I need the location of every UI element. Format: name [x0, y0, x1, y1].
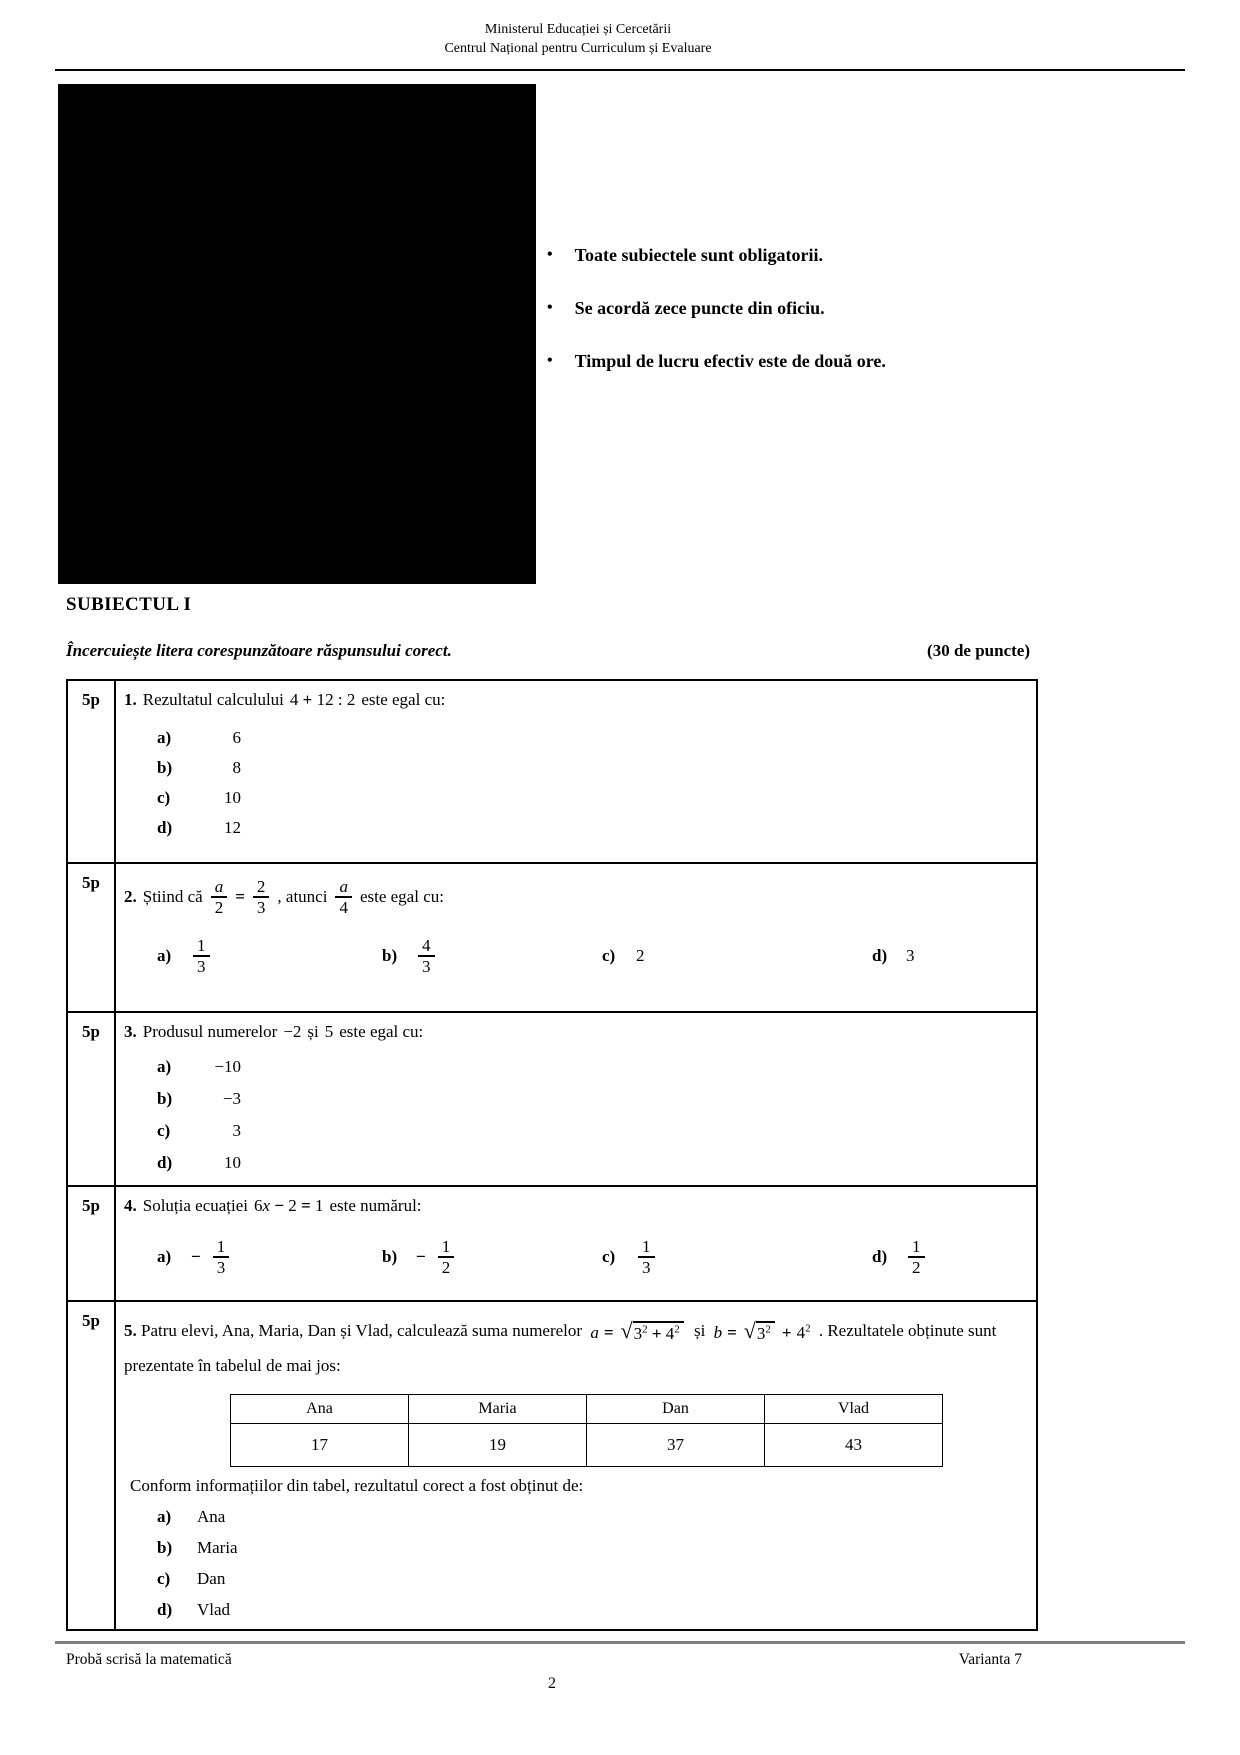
- option-value: Dan: [197, 1568, 226, 1588]
- options-row-q4: [124, 1231, 1026, 1289]
- notice-text: Toate subiectele sunt obligatorii.: [574, 245, 823, 265]
- option-c: [157, 1115, 1026, 1147]
- math-operator: +: [302, 690, 313, 709]
- math-number: 6: [254, 1196, 263, 1215]
- question-number: 5.: [124, 1321, 137, 1340]
- math-operator: +: [781, 1322, 792, 1342]
- question-row-5: [68, 1302, 1036, 1629]
- result-header-cell: Maria: [409, 1394, 587, 1423]
- section-title: SUBIECTUL I: [66, 594, 192, 615]
- question-row-1: [68, 681, 1036, 864]
- option-value: Maria: [197, 1537, 238, 1557]
- results-table: [230, 1394, 943, 1467]
- fraction-denominator: 3: [256, 898, 266, 917]
- math-number: 1: [314, 1196, 324, 1215]
- page-number: 2: [548, 1675, 556, 1692]
- option-value: 12: [224, 818, 241, 837]
- question-statement-q4: [124, 1195, 1026, 1217]
- fraction-numerator: 1: [438, 1238, 455, 1258]
- points-cell-q3: 5p: [68, 1013, 116, 1185]
- option-label: c): [602, 946, 616, 965]
- question-cell-q3: [116, 1013, 1036, 1185]
- fraction: [333, 878, 354, 916]
- option-a: [157, 1231, 231, 1283]
- statement-text: Soluția ecuației: [142, 1196, 249, 1215]
- math-variable: b: [713, 1322, 723, 1342]
- question-number: 4.: [124, 1196, 137, 1215]
- option-value: 10: [224, 788, 241, 807]
- math-exponent: 2: [642, 1323, 648, 1336]
- notice-text: Timpul de lucru efectiv este de două ore.: [574, 351, 886, 371]
- statement-text: este egal cu:: [339, 1022, 424, 1041]
- math-operator: =: [235, 887, 245, 906]
- math-operator: +: [651, 1324, 662, 1344]
- option-b: [382, 930, 437, 982]
- math-variable: x: [262, 1196, 271, 1215]
- question-statement-q2: [124, 878, 1026, 916]
- question-statement-q1: [124, 689, 1026, 711]
- option-label: b): [157, 1537, 173, 1557]
- statement-text: este numărul:: [329, 1196, 422, 1215]
- math-operator: =: [301, 1196, 311, 1215]
- square-root: [620, 1318, 684, 1344]
- option-d: [872, 930, 915, 982]
- option-label: d): [157, 818, 173, 837]
- option-label: a): [157, 728, 172, 747]
- question-statement-q5: [124, 1314, 1026, 1382]
- bullet-icon: •: [547, 299, 553, 316]
- fraction-denominator: 3: [197, 957, 206, 976]
- option-c: [157, 783, 1026, 813]
- minus-sign: −: [191, 1247, 201, 1266]
- option-label: a): [157, 1247, 172, 1266]
- statement-text: este egal cu:: [359, 887, 444, 906]
- fraction-numerator: 4: [418, 937, 435, 957]
- fraction-denominator: 4: [339, 898, 348, 917]
- fraction-numerator: 1: [213, 1238, 230, 1258]
- math-exponent: 2: [674, 1323, 680, 1336]
- footer-left: Probă scrisă la matematică: [66, 1651, 232, 1668]
- math-operator: =: [603, 1322, 614, 1342]
- statement-text: Patru elevi, Ana, Maria, Dan și Vlad, calculează suma numerelor: [141, 1321, 583, 1340]
- option-b: [157, 1532, 1026, 1563]
- option-d: [157, 813, 1026, 843]
- options-list-q1: [157, 723, 1026, 843]
- fraction: [416, 937, 437, 975]
- math-variable: a: [590, 1322, 599, 1342]
- statement-text: este egal cu:: [361, 690, 446, 709]
- option-d: [157, 1594, 1026, 1625]
- statement-text: . Rezultatele obținute sunt prezentate în tabelul de mai jos:: [124, 1321, 997, 1375]
- fraction: [436, 1238, 457, 1276]
- statement-text: și: [307, 1022, 319, 1041]
- statement-text: , atunci: [277, 887, 328, 906]
- option-label: b): [157, 758, 173, 777]
- fraction-denominator: 3: [216, 1258, 226, 1277]
- fraction: [209, 878, 230, 916]
- notice-item: [547, 244, 1127, 266]
- option-label: d): [872, 1247, 888, 1266]
- redacted-image: [58, 84, 536, 584]
- option-label: d): [157, 1153, 173, 1172]
- result-value-cell: 43: [765, 1423, 943, 1466]
- math-number: 3: [756, 1324, 766, 1344]
- option-label: a): [157, 946, 172, 965]
- result-header-cell: Ana: [231, 1394, 409, 1423]
- exam-notices: [547, 244, 1127, 403]
- statement-text: Produsul numerelor: [142, 1022, 278, 1041]
- math-number: −2: [283, 1022, 302, 1041]
- option-value: 10: [224, 1153, 241, 1172]
- options-list-q3: [157, 1051, 1026, 1179]
- math-number: 4: [289, 690, 299, 709]
- fraction: [211, 1238, 232, 1276]
- option-value: 3: [232, 1121, 241, 1140]
- math-number: 2: [346, 690, 356, 709]
- options-list-q5: [157, 1501, 1026, 1625]
- math-number: 5: [324, 1022, 334, 1041]
- question-row-4: [68, 1187, 1036, 1302]
- option-c: [602, 930, 645, 982]
- option-a: [157, 930, 212, 982]
- header-line-2: Centrul Național pentru Curriculum și Evaluare: [444, 41, 712, 56]
- bullet-icon: •: [547, 246, 553, 263]
- fraction-numerator: a: [211, 878, 228, 898]
- radical-icon: √: [743, 1318, 756, 1344]
- math-term: [797, 1316, 811, 1349]
- question-number: 2.: [124, 887, 137, 906]
- header-line-1: Ministerul Educației și Cercetării: [484, 22, 672, 37]
- option-value: 6: [232, 728, 241, 747]
- option-label: c): [157, 1568, 171, 1588]
- footer-rule: [55, 1641, 1185, 1644]
- statement-text: Rezultatul calculului: [142, 690, 284, 709]
- statement-text: Știind că: [142, 887, 203, 906]
- section-points: (30 de puncte): [927, 641, 1030, 660]
- option-c: [602, 1231, 657, 1283]
- math-expression: [290, 689, 355, 711]
- fraction-denominator: 3: [422, 957, 431, 976]
- questions-table: [66, 679, 1038, 1631]
- footer-row: [66, 1651, 1022, 1669]
- option-a: [157, 723, 1026, 753]
- math-number: 12: [316, 690, 334, 709]
- fraction-denominator: 2: [912, 1258, 921, 1277]
- option-label: a): [157, 1057, 172, 1076]
- statement-text: și: [694, 1321, 706, 1340]
- option-value: Ana: [197, 1506, 226, 1526]
- fraction-numerator: 2: [253, 878, 270, 898]
- instruction-row: [66, 641, 1030, 661]
- option-value: 3: [906, 946, 915, 965]
- option-label: a): [157, 1506, 172, 1526]
- math-operator: :: [337, 690, 343, 709]
- fraction-numerator: 1: [638, 1238, 655, 1258]
- radical-icon: √: [620, 1318, 633, 1344]
- results-header-row: [231, 1394, 943, 1423]
- minus-sign: −: [416, 1247, 426, 1266]
- result-value-cell: 37: [587, 1423, 765, 1466]
- fraction-denominator: 2: [214, 898, 224, 917]
- notice-item: [547, 350, 1127, 372]
- fraction-numerator: a: [335, 878, 352, 898]
- math-number: 3: [633, 1324, 643, 1344]
- fraction-numerator: 1: [193, 937, 210, 957]
- square-root: [743, 1318, 775, 1344]
- math-operator: −: [274, 1196, 285, 1215]
- option-label: b): [382, 1247, 398, 1266]
- option-c: [157, 1563, 1026, 1594]
- option-d: [157, 1147, 1026, 1179]
- notice-item: [547, 297, 1127, 319]
- header-rule: [55, 69, 1185, 71]
- fraction-denominator: 3: [642, 1258, 651, 1277]
- points-cell-q4: 5p: [68, 1187, 116, 1300]
- result-value-cell: 19: [409, 1423, 587, 1466]
- option-b: [157, 753, 1026, 783]
- math-number: 4: [665, 1324, 675, 1344]
- conform-text: Conform informațiilor din tabel, rezultatul corect a fost obținut de:: [130, 1475, 584, 1495]
- option-b: [382, 1231, 456, 1283]
- bullet-icon: •: [547, 352, 553, 369]
- points-cell-q1: 5p: [68, 681, 116, 862]
- option-value: 8: [232, 758, 241, 777]
- question-number: 3.: [124, 1022, 137, 1041]
- math-operator: =: [727, 1322, 737, 1342]
- footer-right: Varianta 7: [958, 1651, 1022, 1668]
- option-value: 2: [636, 946, 645, 965]
- option-value: Vlad: [197, 1599, 231, 1619]
- option-label: d): [872, 946, 888, 965]
- option-label: d): [157, 1599, 173, 1619]
- result-header-cell: Vlad: [765, 1394, 943, 1423]
- fraction-denominator: 2: [441, 1258, 451, 1277]
- document-header: [66, 20, 1090, 58]
- results-value-row: [231, 1423, 943, 1466]
- question-cell-q4: [116, 1187, 1036, 1300]
- options-row-q2: [124, 930, 1026, 988]
- radicand: [756, 1321, 775, 1343]
- points-cell-q2: 5p: [68, 864, 116, 1011]
- math-number: 4: [796, 1322, 806, 1342]
- fraction: [191, 937, 212, 975]
- math-exponent: 2: [765, 1323, 771, 1336]
- option-label: b): [157, 1089, 173, 1108]
- option-d: [872, 1231, 927, 1283]
- option-b: [157, 1083, 1026, 1115]
- fraction: [636, 1238, 657, 1276]
- question-row-3: [68, 1013, 1036, 1187]
- question-cell-q5: [116, 1302, 1036, 1629]
- fraction: [906, 1238, 927, 1276]
- fraction: [251, 878, 272, 916]
- points-cell-q5: 5p: [68, 1302, 116, 1629]
- math-exponent: 2: [805, 1321, 811, 1334]
- question-row-2: [68, 864, 1036, 1013]
- result-value-cell: 17: [231, 1423, 409, 1466]
- option-value: −10: [214, 1057, 241, 1076]
- instruction-text: Încercuiește litera corespunzătoare răspunsului corect.: [66, 641, 452, 660]
- question-cell-q2: [116, 864, 1036, 1011]
- question-number: 1.: [124, 690, 137, 709]
- math-expression: [254, 1195, 323, 1217]
- fraction-numerator: 1: [908, 1238, 925, 1258]
- option-a: [157, 1051, 1026, 1083]
- option-label: c): [157, 1121, 171, 1140]
- result-header-cell: Dan: [587, 1394, 765, 1423]
- option-label: c): [157, 788, 171, 807]
- notice-text: Se acordă zece puncte din oficiu.: [574, 298, 825, 318]
- question-cell-q1: [116, 681, 1036, 862]
- math-number: 2: [288, 1196, 297, 1215]
- option-label: c): [602, 1247, 616, 1266]
- math-expression-b: [714, 1316, 811, 1349]
- option-value: −3: [222, 1089, 241, 1108]
- radicand: [633, 1321, 684, 1343]
- option-label: b): [382, 946, 398, 965]
- math-expression-a: [590, 1316, 685, 1349]
- option-a: [157, 1501, 1026, 1532]
- question-statement-q3: [124, 1021, 1026, 1043]
